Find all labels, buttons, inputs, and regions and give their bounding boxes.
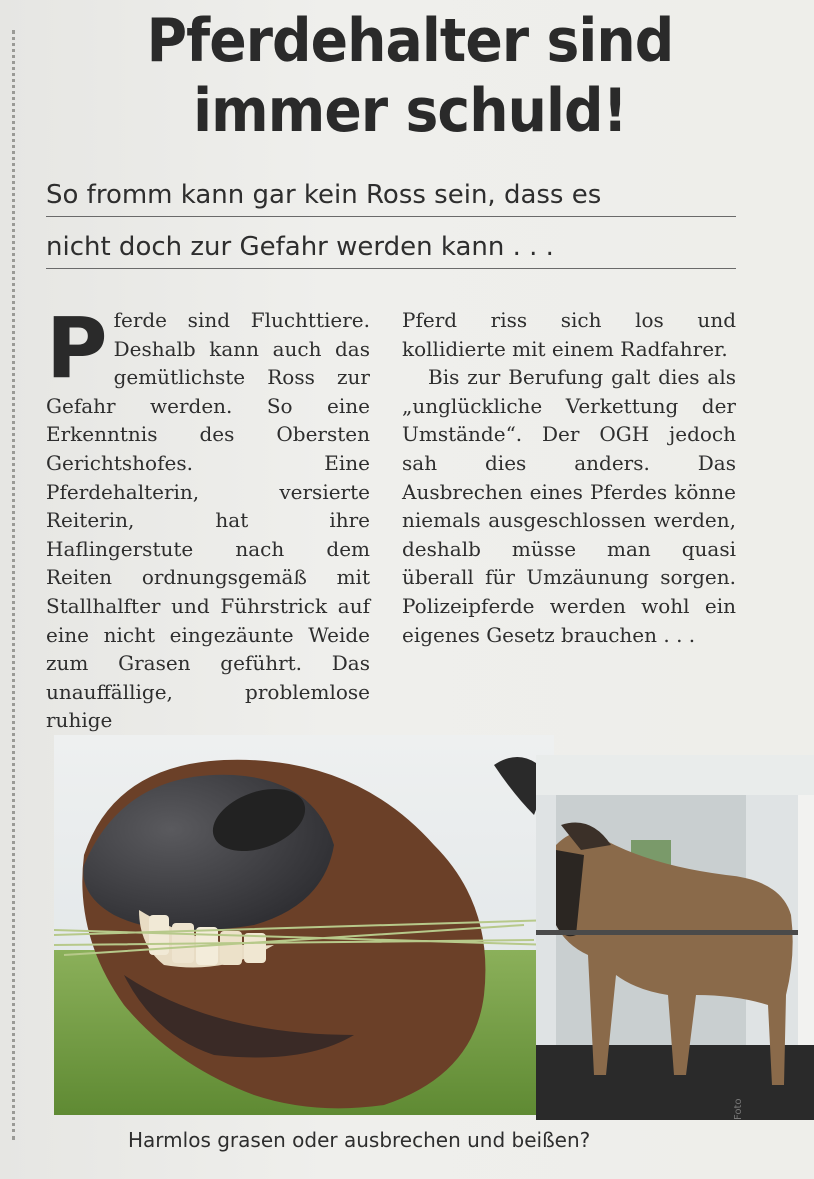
article-text-col1: ferde sind Fluchttiere. Deshalb kann auch das gemütlichste Ross zur Gefahr werden. So eine Erkenntnis des Obersten Gerichtshofes. Eine Pferdehalterin, versierte Reiterin, hat ihre Haflingerstute nach dem Reiten ordnungsgemäß mit Stallhalfter und Führstrick auf eine nicht eingezäunte Weide zum Grasen geführt. Das unauffällige, problemlose ruhige	[46, 308, 370, 733]
article-text-col2-paragraph-2	[402, 363, 736, 649]
subheadline-line-1: So fromm kann gar kein Ross sein, dass es	[46, 180, 736, 217]
headline-line-2: immer schuld!	[193, 76, 627, 146]
subheadline-line-2: nicht doch zur Gefahr werden kann . . .	[46, 232, 736, 269]
photo-caption: Harmlos grasen oder ausbrechen und beißen?	[128, 1128, 591, 1152]
cut-edge-dotted-line	[12, 30, 15, 1140]
headline-line-1: Pferdehalter sind	[146, 6, 674, 76]
horse-trailer-illustration	[536, 755, 814, 1120]
horse-closeup-photo	[54, 735, 554, 1115]
article-text-col2-p2-body: Bis zur Berufung galt dies als „unglückliche Verkettung der Umstände“. Der OGH jedoch sah dies anders. Das Ausbrechen eines Pferdes könne niemals ausgeschlossen werden, deshalb müsse man quasi überall für Umzäunung sorgen. Polizeipferde werden wohl ein eigenes Gesetz brauchen . . .	[402, 365, 736, 647]
photo-credit: Foto	[733, 1098, 744, 1120]
horse-in-trailer-photo	[536, 755, 814, 1120]
article-column-left	[46, 299, 370, 735]
drop-cap: P	[46, 299, 108, 397]
article-text-col2-paragraph-1: Pferd riss sich los und kollidierte mit einem Radfahrer.	[402, 308, 736, 361]
horse-grazing-illustration	[54, 735, 554, 1115]
article-column-right	[402, 306, 736, 649]
headline	[88, 6, 732, 146]
